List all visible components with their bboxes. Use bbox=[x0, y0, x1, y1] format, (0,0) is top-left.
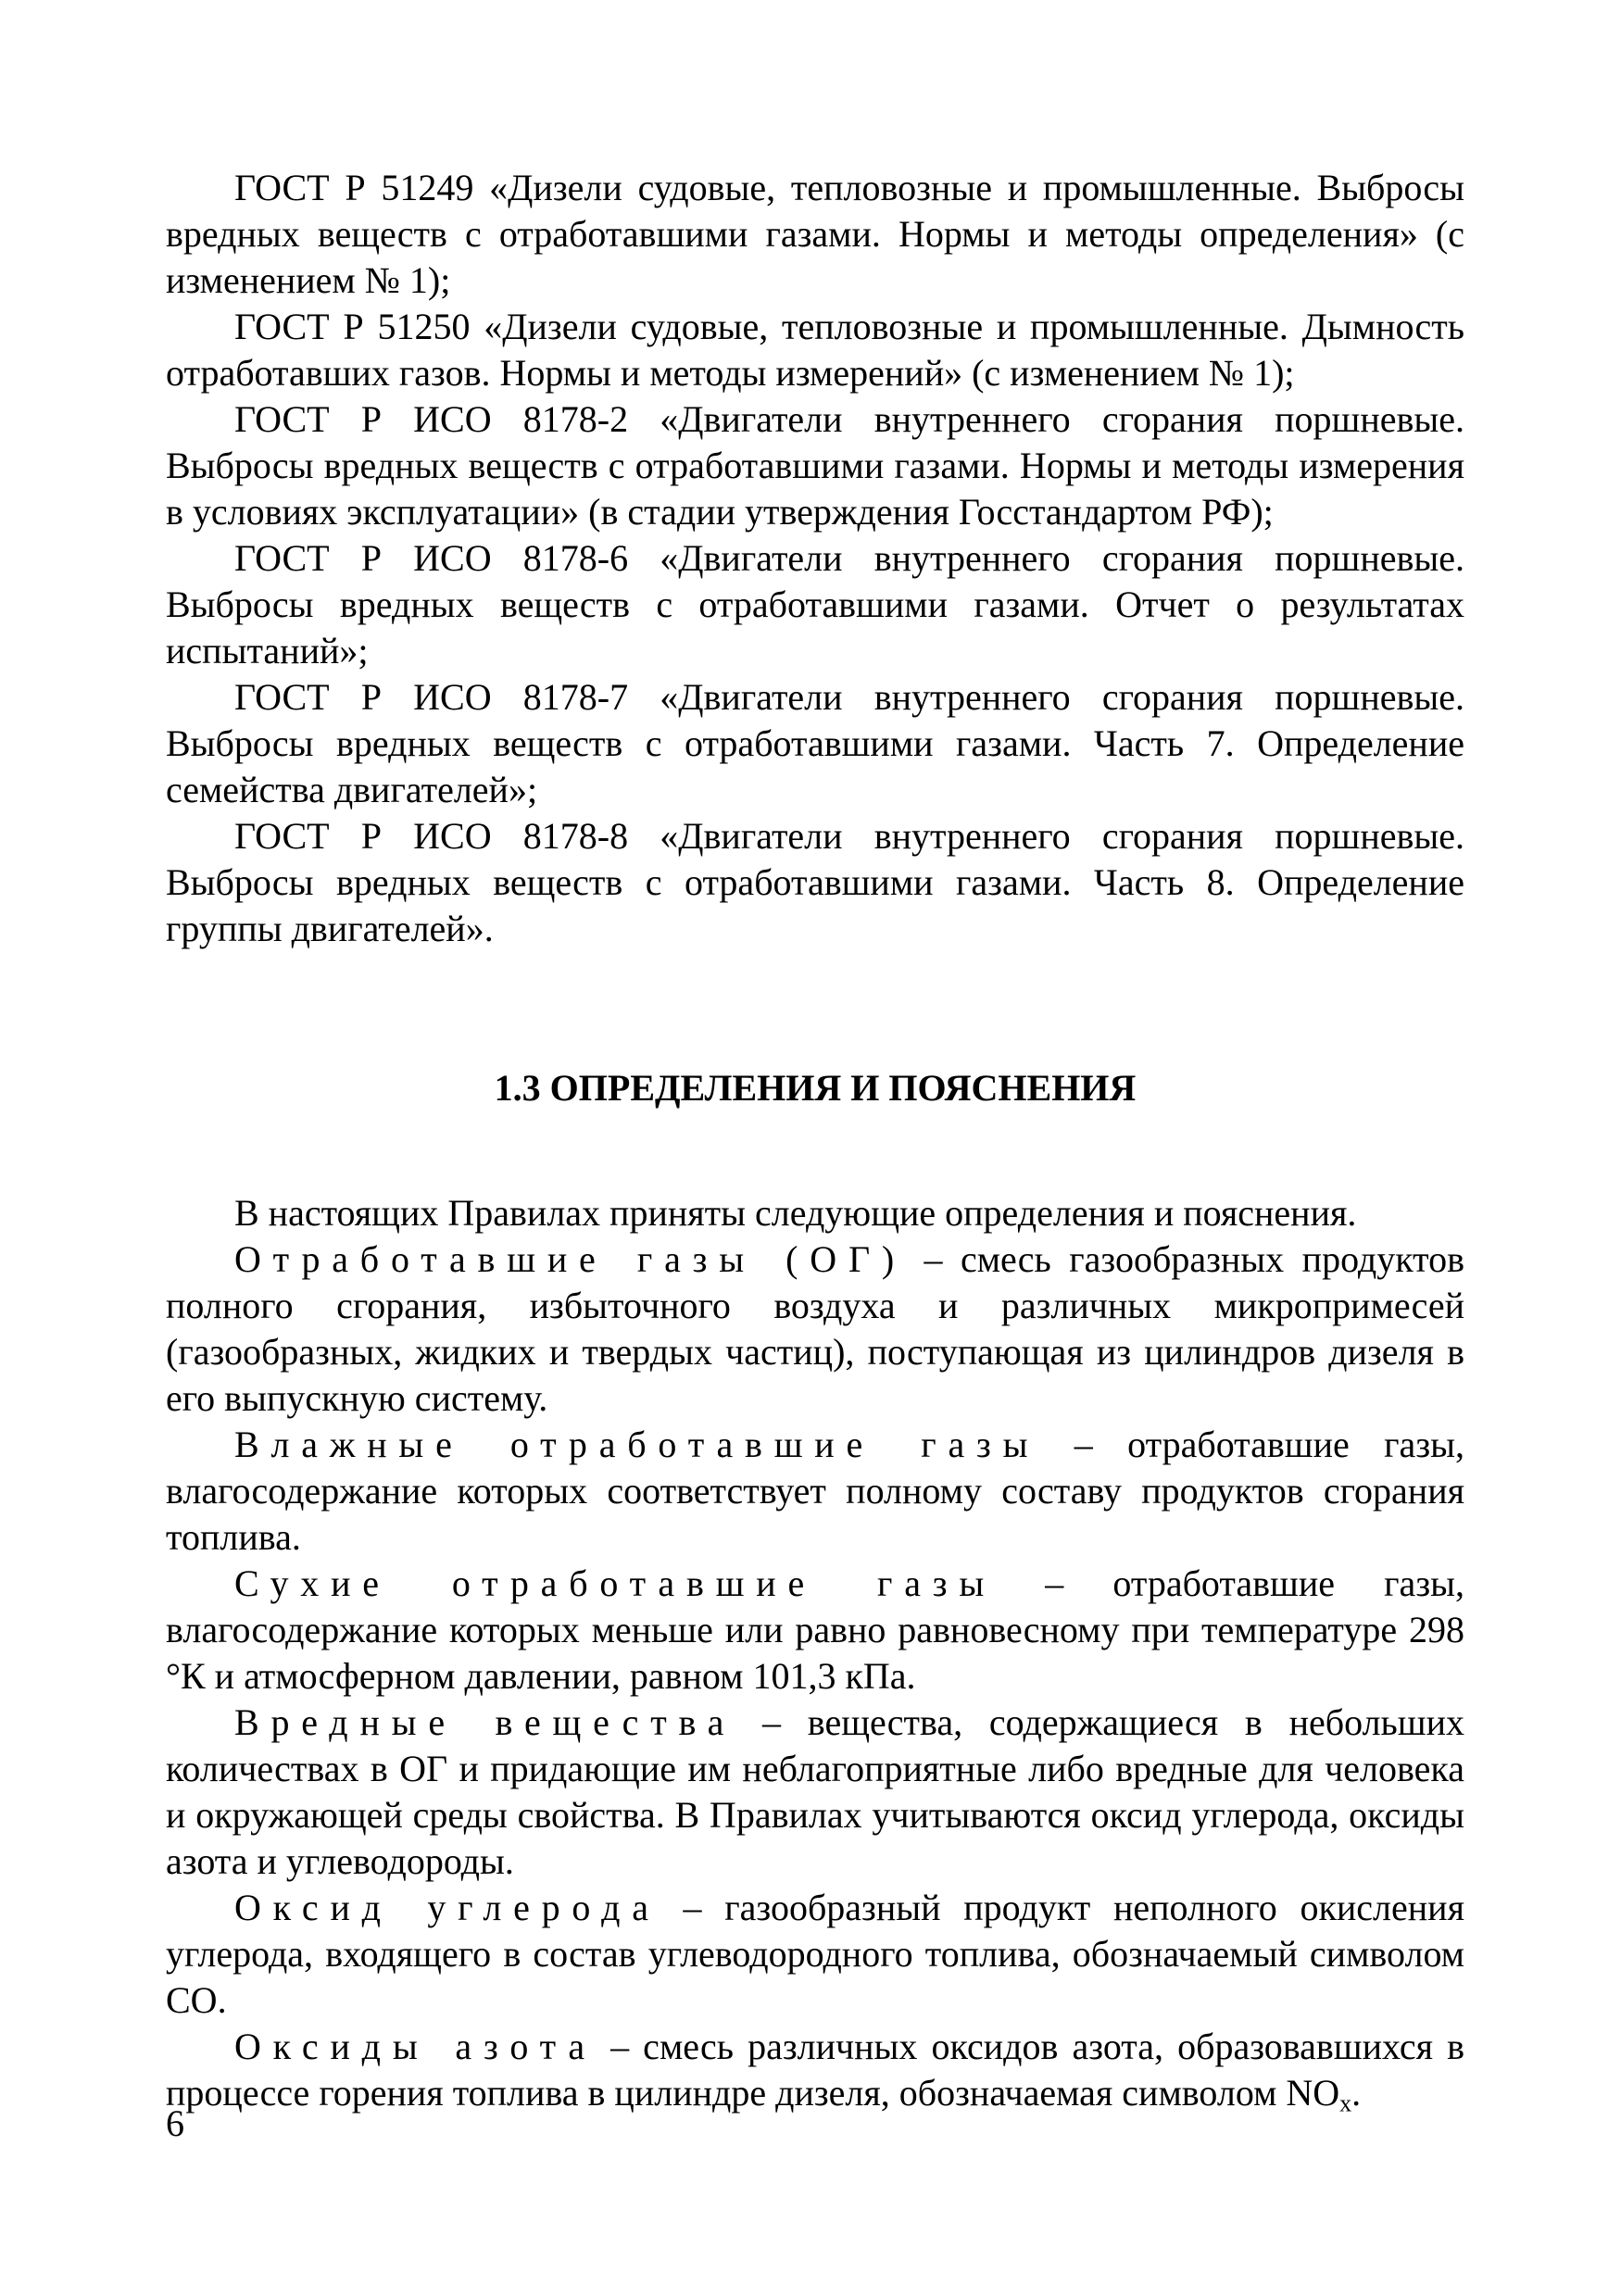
reference-item: ГОСТ Р ИСО 8178-2 «Двигатели внутреннего сгорания поршневые. Выбросы вредных веществ с отработавшими газами. Нормы и методы измерения в условиях эксплуатации» (в стадии утверждения Госстандартом РФ); bbox=[166, 398, 1464, 533]
definition-term: Вредные вещества bbox=[234, 1701, 736, 1743]
section-heading: 1.3 ОПРЕДЕЛЕНИЯ И ПОЯСНЕНИЯ bbox=[494, 1067, 1137, 1109]
definition-text: – смесь различных оксидов азота, образовавшихся в процессе горения топлива в цилиндре дизеля, обозначаемая символом NO bbox=[166, 2026, 1465, 2114]
definition-text: – отработавшие газы, влагосодержание которых меньше или равно равновесному при температуре 298 °К и атмосферном давлении, равном 101,3 кПа. bbox=[166, 1562, 1464, 1697]
definition-text: – газообразный продукт неполного окисления углерода, входящего в состав углеводородного топлива, обозначаемый символом СО. bbox=[166, 1887, 1464, 2021]
definition-term: Оксид углерода bbox=[234, 1887, 660, 1928]
page-number: 6 bbox=[166, 2102, 184, 2144]
reference-item: ГОСТ Р ИСО 8178-8 «Двигатели внутреннего сгорания поршневые. Выбросы вредных веществ с отработавшими газами. Часть 8. Определение группы двигателей». bbox=[166, 815, 1464, 949]
definition-text: – смесь газообразных продуктов полного сгорания, избыточного воздуха и различных микропримесей (газообразных, жидких и твердых частиц), поступающая из цилиндров дизеля в его выпускную систему. bbox=[166, 1238, 1465, 1419]
reference-item: ГОСТ Р 51249 «Дизели судовые, тепловозные и промышленные. Выбросы вредных веществ с отработавшими газами. Нормы и методы определения» (с изменением № 1); bbox=[166, 167, 1464, 301]
reference-item: ГОСТ Р 51250 «Дизели судовые, тепловозные и промышленные. Дымность отработавших газов. Нормы и методы измерений» (с изменением № 1); bbox=[166, 306, 1464, 394]
definitions-list bbox=[166, 1190, 1464, 2116]
subscript-x: x bbox=[1339, 2089, 1352, 2117]
definition-text: – отработавшие газы, влагосодержание которых соответствует полному составу продуктов сгорания топлива. bbox=[166, 1424, 1464, 1558]
section-intro: В настоящих Правилах приняты следующие определения и пояснения. bbox=[234, 1192, 1357, 1234]
definition-item bbox=[166, 1422, 1464, 1561]
definition-item bbox=[166, 1561, 1464, 1700]
reference-list bbox=[166, 165, 1464, 952]
reference-item: ГОСТ Р ИСО 8178-6 «Двигатели внутреннего сгорания поршневые. Выбросы вредных веществ с отработавшими газами. Отчет о результатах испытаний»; bbox=[166, 537, 1464, 671]
definition-term: Сухие отработавшие газы bbox=[234, 1562, 997, 1604]
definition-item bbox=[166, 1700, 1464, 1885]
definition-tail: . bbox=[1351, 2072, 1362, 2114]
definition-item bbox=[166, 2024, 1464, 2116]
definition-item bbox=[166, 1885, 1464, 2024]
definition-term: Отработавшие газы (ОГ) bbox=[234, 1238, 907, 1280]
definition-term: Влажные отработавшие газы bbox=[234, 1424, 1040, 1465]
definition-term: Оксиды азота bbox=[234, 2026, 597, 2067]
reference-item: ГОСТ Р ИСО 8178-7 «Двигатели внутреннего сгорания поршневые. Выбросы вредных веществ с отработавшими газами. Часть 7. Определение семейства двигателей»; bbox=[166, 676, 1464, 810]
definition-text: – вещества, содержащиеся в небольших количествах в ОГ и придающие им неблагоприятные либо вредные для человека и окружающей среды свойства. В Правилах учитываются оксид углерода, оксиды азота и углеводороды. bbox=[166, 1701, 1464, 1882]
definition-item bbox=[166, 1236, 1464, 1422]
